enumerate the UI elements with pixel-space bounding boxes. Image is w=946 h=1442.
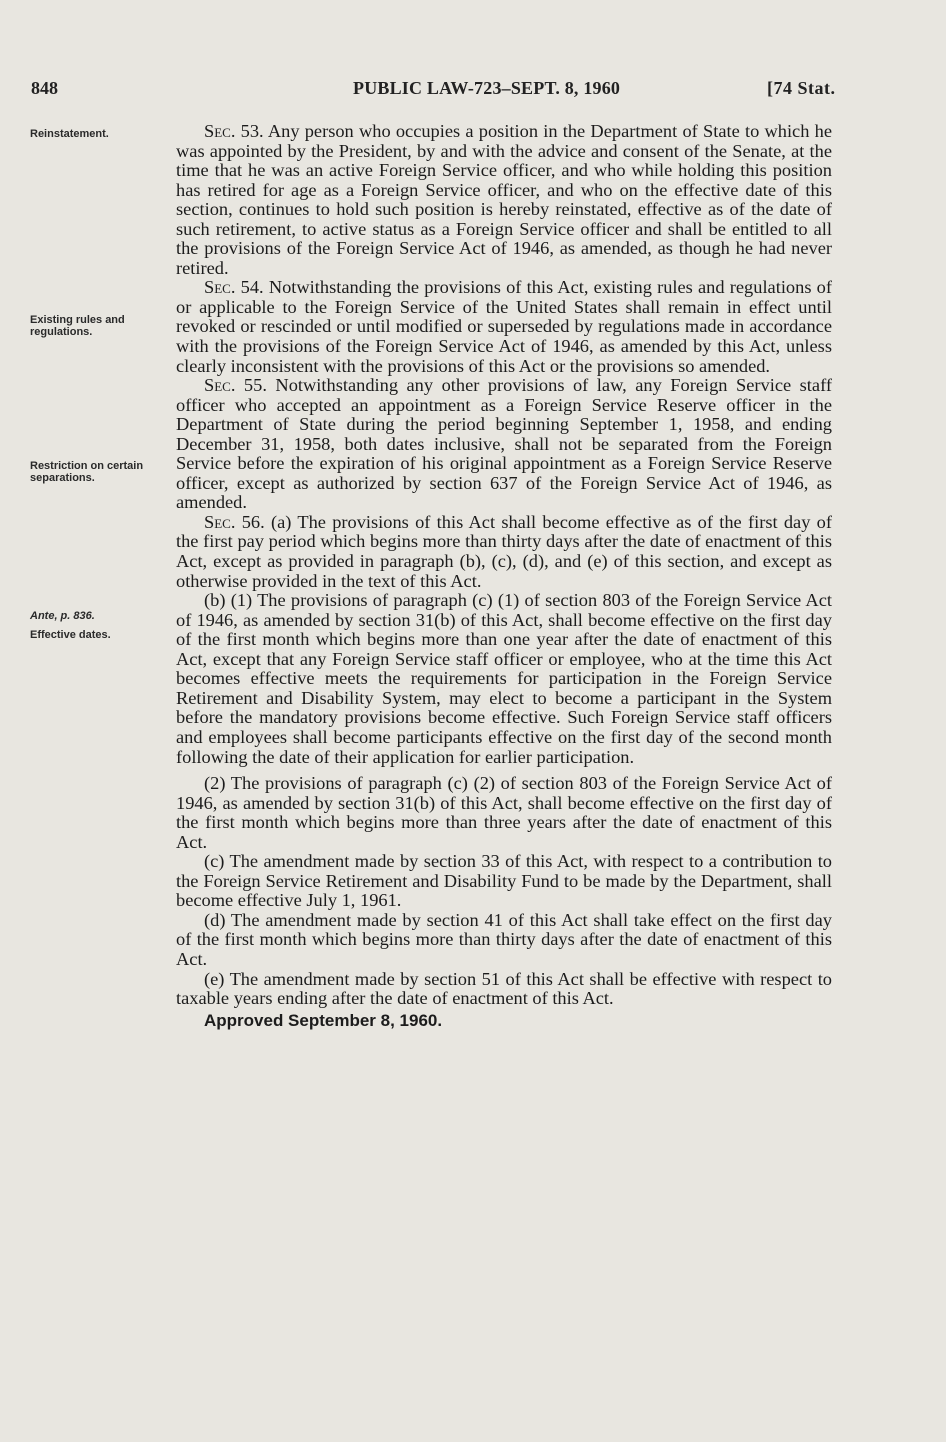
paragraph-d: (d) The amendment made by section 41 of this Act shall take effect on the first day of the first month which begins more than thirty days after the date of enactment of this Act. [176, 909, 832, 969]
margin-note-ante: Ante, p. 836. [30, 610, 95, 622]
margin-note-restriction: Restriction on certain separations. [30, 460, 144, 484]
section-label: Sec. 56. [204, 511, 265, 532]
approval-line: Approved September 8, 1960. [204, 1010, 443, 1030]
running-title: PUBLIC LAW-723–SEPT. 8, 1960 [353, 78, 621, 98]
margin-note-existing-rules: Existing rules and regulations. [30, 314, 125, 338]
section-text: Any person who occupies a position in the Department of State to which he was appointed by the President, by and with the advice and consent of the Senate, at the time that he was an active Foreign Service officer, and who while holding this position has retired for age as a Foreign Service officer, and who on the effective date of this section, continues to hold such position is hereby reinstated, effective as of the date of such retirement, to active status as a Foreign Service officer and shall be entitled to all the provisions of the Foreign Service Act of 1946, as amended, as though he had never retired. [176, 121, 832, 278]
section-label: Sec. 53. [204, 121, 264, 141]
page-header [31, 78, 851, 104]
section-text: (a) The provisions of this Act shall become effective as of the first day of the first pay period which begins more than thirty days after the date of enactment of this Act, except as provided in paragraph (b), (c), (d), and (e) of this section, and except as otherwise provided in the text of this Act. [176, 511, 832, 591]
section-54 [176, 278, 832, 376]
section-53 [176, 122, 832, 278]
section-56 [176, 513, 832, 591]
paragraph-c: (c) The amendment made by section 33 of this Act, with respect to a contribution to the Foreign Service Retirement and Disability Fund to be made by the Department, shall become effective July 1, 1961. [176, 851, 832, 911]
margin-note-effective-dates: Effective dates. [30, 629, 111, 641]
volume-reference: [74 Stat. [767, 78, 836, 98]
paragraph-e: (e) The amendment made by section 51 of this Act shall be effective with respect to taxable years ending after the date of enactment of this Act. [176, 968, 832, 1009]
section-label: Sec. 55. [204, 375, 267, 396]
margin-note-reinstatement: Reinstatement. [30, 128, 109, 140]
page-number: 848 [31, 78, 58, 98]
section-label: Sec. 54. [204, 277, 264, 298]
paragraph-b2: (2) The provisions of paragraph (c) (2) of section 803 of the Foreign Service Act of 1946, as amended by section 31(b) of this Act, shall become effective on the first day of the first month which begins more than three years after the date of enactment of this Act. [176, 773, 832, 852]
paragraph-b1: (b) (1) The provisions of paragraph (c) (1) of section 803 of the Foreign Service Act of 1946, as amended by section 31(b) of this Act, shall become effective on the first day of the first month which begins more than one year after the date of enactment of this Act, except that any Foreign Service staff officer or employee, who at the time this Act becomes effective meets the requirements for participation in the Foreign Service Retirement and Disability System, may elect to become a participant in the System before the mandatory provisions become effective. Such Foreign Service staff officers and employees shall become participants effective on the first day of the second month following the date of their application for earlier participation. [176, 590, 832, 767]
section-text: Notwithstanding any other provisions of law, any Foreign Service staff officer who accepted an appointment as a Foreign Service Reserve officer in the Department of State during the period beginning September 1, 1958, and ending December 31, 1958, both dates inclusive, shall not be separated from the Foreign Service before the expiration of his original appointment as a Foreign Service Reserve officer, except as authorized by section 637 of the Foreign Service Act of 1946, as amended. [176, 375, 832, 513]
law-body-text [176, 122, 832, 1030]
section-55 [176, 376, 832, 513]
section-text: Notwithstanding the provisions of this Act, existing rules and regulations of or applicable to the Foreign Service of the United States shall remain in effect until revoked or rescinded or until modified or superseded by regulations made in accordance with the provisions of the Foreign Service Act of 1946, as amended by this Act, unless clearly inconsistent with the provisions of this Act or the provisions so amended. [176, 277, 832, 376]
